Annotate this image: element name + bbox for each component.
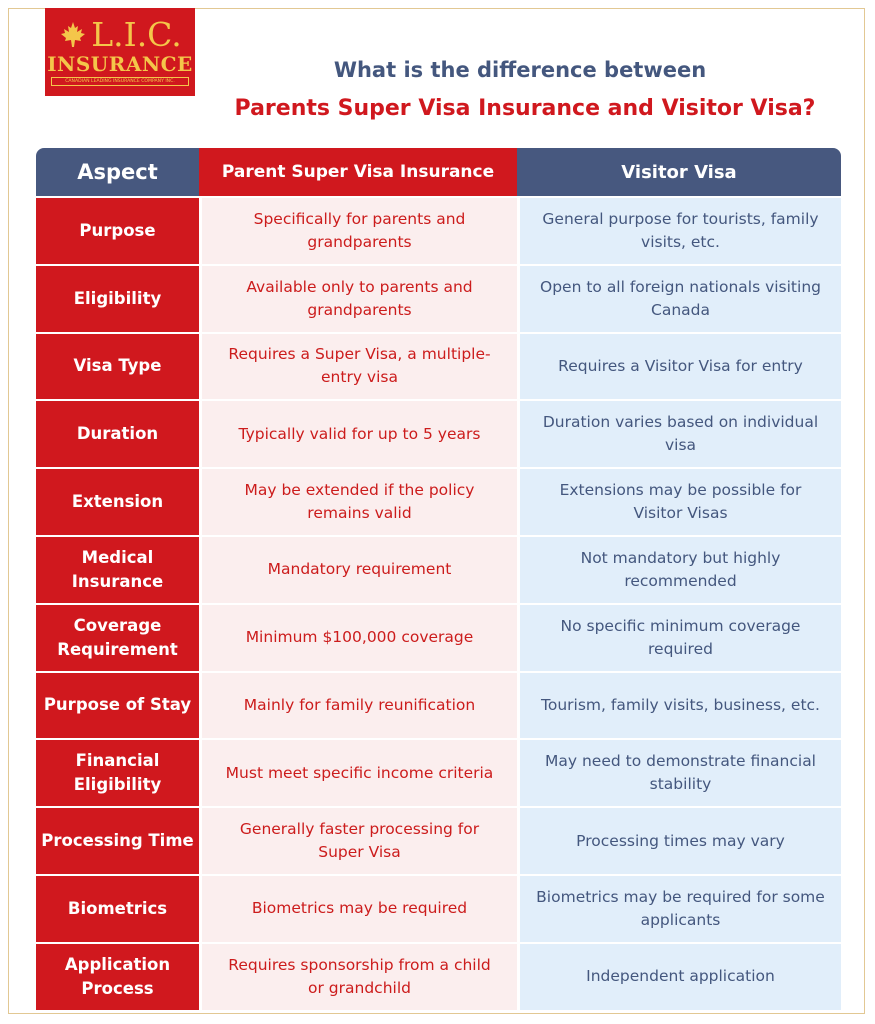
table-row [36, 874, 841, 942]
super-visa-cell: Minimum $100,000 coverage [199, 603, 517, 671]
visitor-visa-cell: Biometrics may be required for some applicants [517, 874, 841, 942]
aspect-cell: Financial Eligibility [36, 738, 199, 806]
table-row [36, 399, 841, 467]
aspect-cell: Duration [36, 399, 199, 467]
table-row [36, 671, 841, 739]
super-visa-cell: Requires a Super Visa, a multiple-entry visa [199, 332, 517, 400]
maple-leaf-icon [58, 20, 88, 50]
aspect-cell: Coverage Requirement [36, 603, 199, 671]
visitor-visa-cell: Requires a Visitor Visa for entry [517, 332, 841, 400]
table-row [36, 196, 841, 264]
visitor-visa-cell: No specific minimum coverage required [517, 603, 841, 671]
super-visa-cell: Mandatory requirement [199, 535, 517, 603]
super-visa-cell: Biometrics may be required [199, 874, 517, 942]
table-row [36, 738, 841, 806]
table-row [36, 467, 841, 535]
table-header-row [36, 148, 841, 196]
table-row [36, 332, 841, 400]
table-row [36, 806, 841, 874]
visitor-visa-cell: Independent application [517, 942, 841, 1010]
super-visa-cell: Requires sponsorship from a child or grandchild [199, 942, 517, 1010]
table-row [36, 942, 841, 1010]
logo-insurance-text: INSURANCE [47, 52, 193, 76]
visitor-visa-cell: Processing times may vary [517, 806, 841, 874]
aspect-cell: Biometrics [36, 874, 199, 942]
aspect-cell: Extension [36, 467, 199, 535]
aspect-cell: Visa Type [36, 332, 199, 400]
table-row [36, 535, 841, 603]
aspect-cell: Application Process [36, 942, 199, 1010]
super-visa-cell: Mainly for family reunification [199, 671, 517, 739]
logo-brand-text: L.I.C. [91, 15, 182, 54]
visitor-visa-cell: Duration varies based on individual visa [517, 399, 841, 467]
comparison-table [36, 148, 841, 1010]
visitor-visa-cell: General purpose for tourists, family visits, etc. [517, 196, 841, 264]
super-visa-cell: Typically valid for up to 5 years [199, 399, 517, 467]
super-visa-cell: Specifically for parents and grandparents [199, 196, 517, 264]
visitor-visa-cell: Extensions may be possible for Visitor Visas [517, 467, 841, 535]
aspect-cell: Eligibility [36, 264, 199, 332]
lic-insurance-logo [45, 8, 195, 96]
page-title-line2: Parents Super Visa Insurance and Visitor Visa? [234, 96, 816, 121]
aspect-cell: Purpose of Stay [36, 671, 199, 739]
table-row [36, 603, 841, 671]
header-visitor-visa: Visitor Visa [517, 148, 841, 196]
logo-tagline: CANADIAN LEADING INSURANCE COMPANY INC. [51, 77, 189, 86]
super-visa-cell: Generally faster processing for Super Visa [199, 806, 517, 874]
aspect-cell: Purpose [36, 196, 199, 264]
visitor-visa-cell: Open to all foreign nationals visiting Canada [517, 264, 841, 332]
super-visa-cell: Must meet specific income criteria [199, 738, 517, 806]
visitor-visa-cell: May need to demonstrate financial stability [517, 738, 841, 806]
super-visa-cell: Available only to parents and grandparents [199, 264, 517, 332]
super-visa-cell: May be extended if the policy remains valid [199, 467, 517, 535]
aspect-cell: Processing Time [36, 806, 199, 874]
page-title-line1: What is the difference between [333, 58, 707, 82]
visitor-visa-cell: Not mandatory but highly recommended [517, 535, 841, 603]
visitor-visa-cell: Tourism, family visits, business, etc. [517, 671, 841, 739]
aspect-cell: Medical Insurance [36, 535, 199, 603]
header-super-visa: Parent Super Visa Insurance [199, 148, 517, 196]
table-row [36, 264, 841, 332]
header-aspect: Aspect [36, 148, 199, 196]
